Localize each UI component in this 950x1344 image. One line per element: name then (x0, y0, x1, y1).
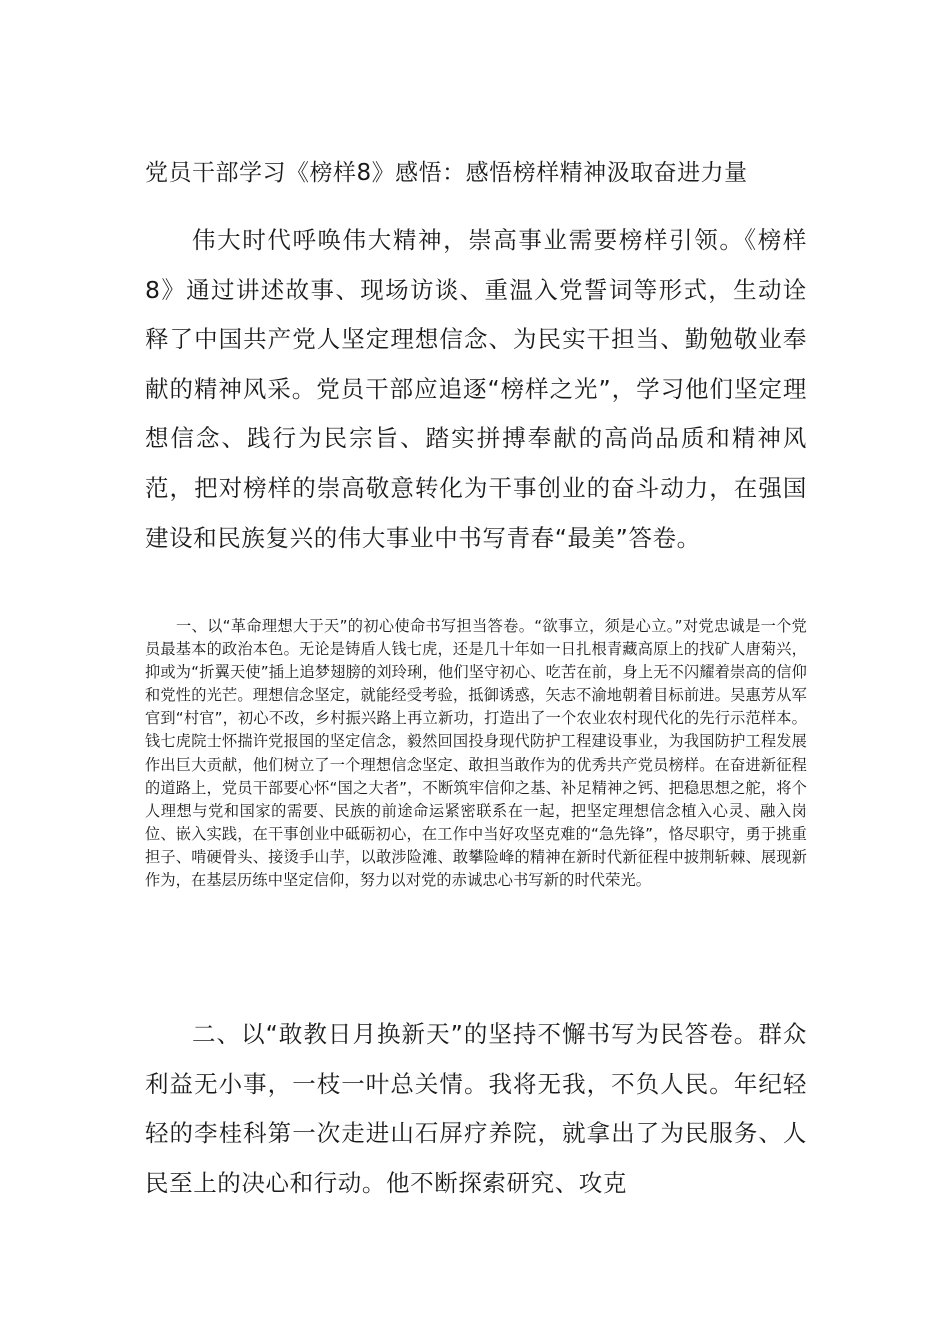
intro-paragraph: 伟大时代呼唤伟大精神，崇高事业需要榜样引领。《榜样8》通过讲述故事、现场访谈、重温入党誓词等形式，生动诠释了中国共产党人坚定理想信念、为民实干担当、勤勉敬业奉献的精神风采。党员干部应追逐“榜样之光”，学习他们坚定理想信念、践行为民宗旨、踏实拼搏奉献的高尚品质和精神风范，把对榜样的崇高敬意转化为干事创业的奋斗动力，在强国建设和民族复兴的伟大事业中书写青春“最美”答卷。 (145, 226, 807, 552)
section-2-paragraph: 二、以“敢教日月换新天”的坚持不懈书写为民答卷。群众利益无小事，一枝一叶总关情。我将无我，不负人民。年纪轻轻的李桂科第一次走进山石屏疗养院，就拿出了为民服务、人民至上的决心和行动。他不断探索研究、攻克 (145, 1020, 807, 1197)
document-title: 党员干部学习《榜样8》感悟：感悟榜样精神汲取奋进力量 (145, 160, 748, 186)
section-1-paragraph: 一、以“革命理想大于天”的初心使命书写担当答卷。“欲事立，须是心立。”对党忠诚是一个党员最基本的政治本色。无论是铸盾人钱七虎，还是几十年如一日扎根青藏高原上的找矿人唐菊兴，抑或为“折翼天使”插上追梦翅膀的刘玲琍，他们坚守初心、吃苦在前，身上无不闪耀着崇高的信仰和党性的光芒。理想信念坚定，就能经受考验，抵御诱惑，矢志不渝地朝着目标前进。吴惠芳从军官到“村官”，初心不改，乡村振兴路上再立新功，打造出了一个农业农村现代化的先行示范样本。钱七虎院士怀揣许党报国的坚定信念，毅然回国投身现代防护工程建设事业，为我国防护工程发展作出巨大贡献，他们树立了一个理想信念坚定、敢担当敢作为的优秀共产党员榜样。在奋进新征程的道路上，党员干部要心怀“国之大者”，不断筑牢信仰之基、补足精神之钙、把稳思想之舵，将个人理想与党和国家的需要、民族的前途命运紧密联系在一起，把坚定理想信念植入心灵、融入岗位、嵌入实践，在干事创业中砥砺初心，在工作中当好攻坚克难的“急先锋”，恪尽职守，勇于挑重担子、啃硬骨头、接烫手山芋，以敢涉险滩、敢攀险峰的精神在新时代新征程中披荆斩棘、展现新作为，在基层历练中坚定信仰，努力以对党的赤诚忠心书写新的时代荣光。 (145, 617, 807, 890)
